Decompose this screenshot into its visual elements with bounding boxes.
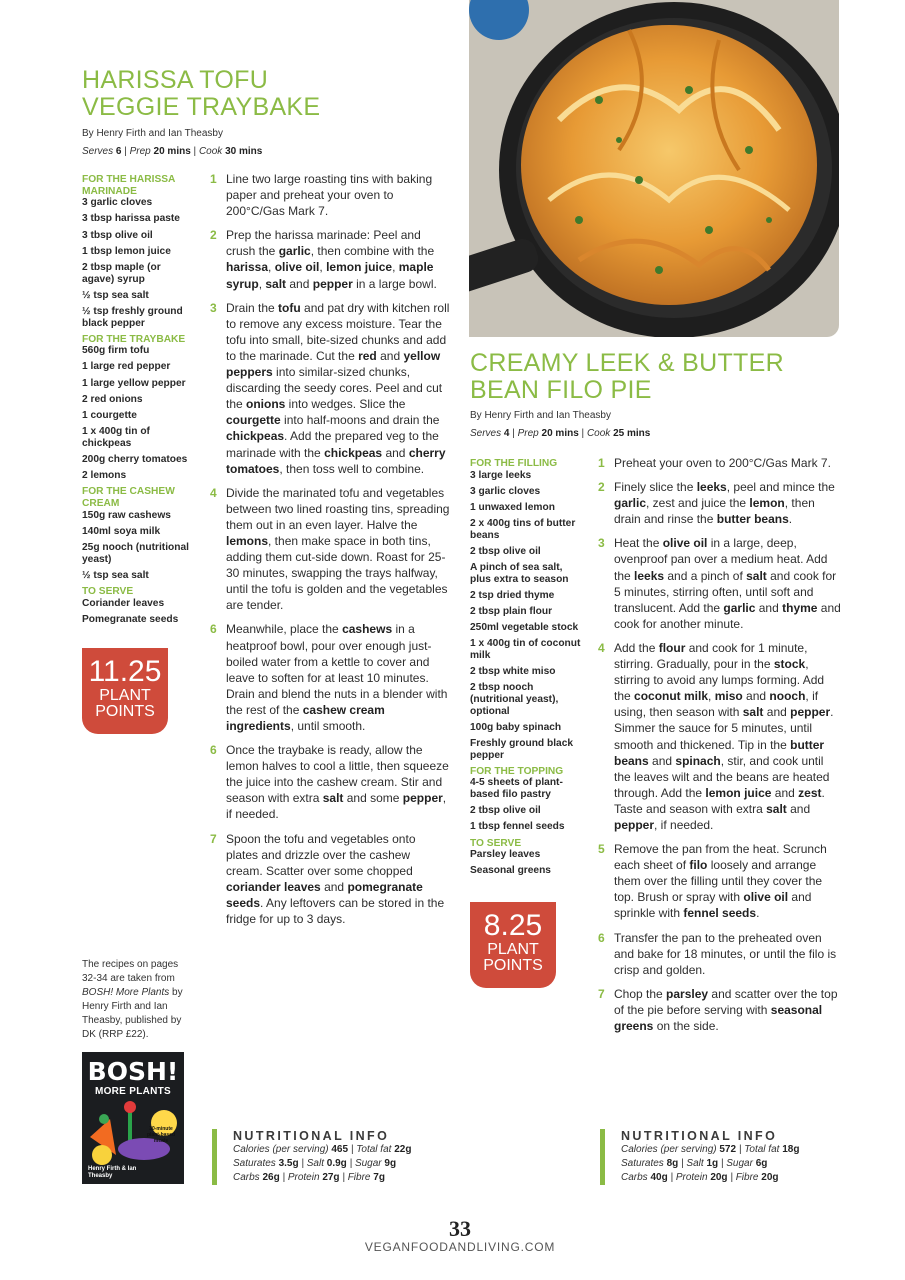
method-step [210, 621, 450, 734]
step-text: Drain the tofu and pat dry with kitchen roll to remove any excess moisture. Tear the tofu into small, bite-sized chunks and add to the marinade. Cut the red and yellow peppers into similar-sized chunks, discarding the seedy cores. Peel and cut the onions into wedges. Slice the courgette into half-moons and drain the chickpeas. Add the prepared veg to the marinade with the chickpeas and cherry tomatoes, then toss well to combine. [226, 300, 450, 476]
ingredient-item: 100g baby spinach [470, 721, 562, 733]
method-step [598, 479, 841, 527]
recipe1-plant-points-badge [82, 648, 168, 734]
nutrition-line: Saturates 8g | Salt 1g | Sugar 6g [621, 1158, 768, 1169]
ingredient-item: 150g raw cashews [82, 509, 171, 521]
ingredient-item: 25g nooch (nutritional yeast) [82, 541, 189, 565]
step-text: Line two large roasting tins with baking paper and preheat your oven to 200°C/Gas Mark 7. [226, 172, 433, 219]
ingredient-item: 2 tbsp nooch (nutritional yeast), optional [470, 682, 559, 717]
ingredient-section-heading: FOR THE HARISSA MARINADE [82, 174, 176, 197]
ingredient-item: 2 tbsp olive oil [470, 545, 541, 557]
step-text: Chop the parsley and scatter over the top of the pie before serving with seasonal greens on the side. [614, 986, 838, 1033]
step-text: Spoon the tofu and vegetables onto plates and drizzle over the cashew cream. Scatter over some chopped coriander leaves and pomegranate seeds. Any leftovers can be stored in the fridge for up to 3 days. [226, 831, 445, 927]
ingredient-item: 200g cherry tomatoes [82, 454, 188, 465]
book-cover-sticker: 30-minute plant-based meals [146, 1126, 176, 1144]
recipe2-points-label: PLANT [487, 941, 539, 958]
ingredient-item: 1 courgette [82, 410, 137, 422]
recipe2-nutrition-heading: NUTRITIONAL INFO [621, 1129, 778, 1143]
recipe1-nutrition [212, 1129, 462, 1185]
step-text: Prep the harissa marinade: Peel and crush the garlic, then combine with the harissa, olive oil, lemon juice, maple syrup, salt and pepper in a large bowl. [226, 228, 437, 291]
ingredient-item: 1 tbsp lemon juice [82, 245, 171, 257]
ingredient-item: 3 tbsp harissa paste [82, 213, 180, 225]
ingredient-section-heading: FOR THE CASHEW CREAM [82, 486, 175, 509]
recipe2-title [470, 350, 850, 404]
step-text: Heat the olive oil in a large, deep, ovenproof pan over a medium heat. Add the leeks and a pinch of salt and cook for 5 minutes, stirring often, until soft and translucent. Add the garlic and thyme and cook for another minute. [614, 536, 841, 631]
step-text: Transfer the pan to the preheated oven and bake for 18 minutes, or until the filo is crisp and golden. [614, 930, 837, 977]
recipe1-nutrition-heading: NUTRITIONAL INFO [233, 1129, 390, 1143]
ingredient-item: 560g firm tofu [82, 345, 150, 357]
ingredient-item: 1 unwaxed lemon [470, 501, 555, 513]
step-number: 4 [210, 485, 217, 500]
ingredient-item: 3 tbsp olive oil [82, 229, 153, 241]
recipe2-meta: Serves 4 | Prep 20 mins | Cook 25 mins [470, 428, 651, 439]
recipe1-title-line1: HARISSA TOFU [82, 66, 269, 94]
book-cover-authors: Henry Firth & Ian Theasby [88, 1166, 137, 1179]
nutrition-line: Carbs 26g | Protein 27g | Fibre 7g [233, 1172, 385, 1183]
method-step [210, 227, 450, 291]
method-step [598, 455, 841, 471]
book-cover-title: BOSH! [87, 1057, 179, 1086]
step-text: Finely slice the leeks, peel and mince the garlic, zest and juice the lemon, then drain and rinse the butter beans. [614, 480, 835, 527]
method-step [210, 171, 450, 219]
book-credit: The recipes on pages 32-34 are taken from BOSH! More Plants by Henry Firth and Ian Theasby, published by DK (RRP £22). [82, 959, 183, 1040]
ingredient-item: 2 tsp dried thyme [470, 589, 555, 601]
ingredient-item: Coriander leaves [82, 597, 165, 609]
recipe1-method [210, 171, 450, 935]
method-step [598, 930, 841, 978]
ingredient-item: 2 red onions [82, 393, 143, 405]
method-step [598, 986, 841, 1034]
ingredient-item: 140ml soya milk [82, 525, 161, 537]
ingredient-item: 4-5 sheets of plant-based filo pastry [470, 777, 563, 800]
book-title-link: BOSH! More Plants [82, 987, 170, 998]
nutrition-line: Calories (per serving) 465 | Total fat 22g [233, 1144, 412, 1155]
ingredient-item: Freshly ground black pepper [470, 738, 574, 761]
step-number: 1 [210, 172, 217, 186]
recipe1-byline: By Henry Firth and Ian Theasby [82, 128, 223, 139]
ingredient-item: 3 large leeks [470, 469, 532, 481]
ingredient-item: 2 tbsp white miso [470, 666, 556, 678]
recipe1-points-value: 11.25 [88, 655, 162, 688]
recipe2-ingredients [470, 458, 586, 882]
nutrition-line: Calories (per serving) 572 | Total fat 18g [621, 1144, 800, 1155]
recipe2-title-line2: BEAN FILO PIE [470, 376, 652, 404]
recipe1-header [82, 67, 442, 158]
step-number: 3 [598, 536, 605, 551]
ingredient-item: 1 large yellow pepper [82, 377, 186, 389]
ingredient-item: 1 x 400g tin of coconut milk [470, 638, 581, 662]
recipe1-title [82, 67, 442, 121]
ingredient-section-heading: FOR THE FILLING [470, 458, 558, 469]
ingredient-section-heading: TO SERVE [82, 585, 134, 597]
step-number: 1 [598, 456, 605, 470]
step-text: Remove the pan from the heat. Scrunch each sheet of filo loosely and arrange them over the filling until they cover the top. Brush or spray with olive oil and sprinkle with fennel seeds. [614, 842, 827, 921]
ingredient-section-heading: FOR THE TRAYBAKE [82, 333, 186, 345]
recipe2-header [470, 350, 850, 440]
step-text: Once the traybake is ready, allow the lemon halves to cool a little, then squeeze the juice into the cashew cream. Stir and season with extra salt and some pepper, if needed. [226, 743, 449, 822]
method-step [598, 841, 841, 921]
ingredient-item: 250ml vegetable stock [470, 622, 579, 634]
ingredient-item: ½ tsp sea salt [82, 569, 149, 581]
ingredient-item: Pomegranate seeds [82, 613, 179, 625]
ingredient-item: 2 x 400g tins of butter beans [470, 518, 576, 541]
method-step [210, 300, 450, 477]
recipe2-plant-points-badge [470, 902, 556, 988]
recipe1-meta: Serves 6 | Prep 20 mins | Cook 30 mins [82, 146, 263, 157]
nutrition-line: Saturates 3.5g | Salt 0.9g | Sugar 9g [233, 1158, 397, 1169]
step-number: 5 [598, 842, 605, 857]
step-number: 2 [210, 228, 217, 243]
ingredient-item: 2 lemons [82, 470, 127, 482]
ingredient-item: 1 x 400g tin of chickpeas [82, 426, 150, 449]
method-step [210, 485, 450, 614]
step-text: Preheat your oven to 200°C/Gas Mark 7. [614, 456, 831, 470]
ingredient-item: 2 tbsp plain flour [470, 606, 553, 618]
ingredient-item: ½ tsp sea salt [82, 289, 149, 301]
recipe2-title-line1: CREAMY LEEK & BUTTER [470, 349, 784, 377]
ingredient-item: ½ tsp freshly ground black pepper [82, 305, 183, 329]
recipe1-points-label-2: POINTS [95, 703, 155, 720]
step-number: 7 [210, 831, 217, 846]
ingredient-section-heading: TO SERVE [470, 837, 522, 849]
recipe1-title-line2: VEGGIE TRAYBAKE [82, 93, 321, 121]
method-step [598, 640, 841, 833]
ingredient-item: 1 tbsp fennel seeds [470, 821, 565, 833]
method-step [210, 742, 450, 822]
recipe2-points-label-2: POINTS [483, 957, 543, 974]
step-number: 2 [598, 480, 605, 495]
site-url: VEGANFOODANDLIVING.COM [364, 1240, 556, 1254]
recipe2-nutrition [600, 1129, 840, 1185]
ingredient-item: 1 large red pepper [82, 361, 171, 373]
step-number: 6 [598, 930, 605, 945]
method-step [598, 535, 841, 632]
filo-pie-skillet-image [469, 0, 839, 337]
recipe1-points-label: PLANT [99, 687, 151, 704]
step-number: 3 [210, 300, 217, 315]
recipe2-byline: By Henry Firth and Ian Theasby [470, 410, 611, 421]
ingredient-item: Parsley leaves [470, 849, 541, 861]
recipe2-method [598, 455, 841, 1042]
nutrition-line: Carbs 40g | Protein 20g | Fibre 20g [621, 1172, 779, 1183]
step-number: 6 [210, 622, 217, 637]
ingredient-item: 3 garlic cloves [470, 485, 541, 497]
recipe1-ingredients [82, 174, 194, 630]
ingredient-item: A pinch of sea salt, plus extra to season [470, 562, 569, 585]
ingredient-item: 2 tbsp olive oil [470, 805, 541, 817]
ingredient-item: Seasonal greens [470, 865, 551, 877]
ingredient-item: 3 garlic cloves [82, 197, 153, 209]
step-number: 7 [598, 986, 605, 1001]
page-number: 33 [449, 1216, 471, 1241]
step-number: 4 [598, 640, 605, 655]
pie-photo-icon [469, 0, 839, 337]
ingredient-section-heading: FOR THE TOPPING [470, 765, 564, 777]
ingredient-item: 2 tbsp maple (or agave) syrup [82, 261, 161, 285]
recipe2-points-value: 8.25 [483, 909, 543, 942]
book-cover-subtitle: MORE PLANTS [94, 1086, 172, 1097]
step-text: Meanwhile, place the cashews in a heatproof bowl, pour over enough just-boiled water from a kettle to cover and leave to soften for at least 10 minutes. Drain and blend the nuts in a blender with the rest of the cashew cream ingredients, until smooth. [226, 622, 448, 733]
step-text: Divide the marinated tofu and vegetables between two lined roasting tins, spreading them out in an even layer. Halve the lemons, then make space in both tins, adding them cut-side down. Roast for 25-30 minutes, swapping the trays halfway, until the tofu is golden and the vegetables are tender. [226, 485, 450, 613]
step-text: Add the flour and cook for 1 minute, stirring. Gradually, pour in the stock, stirring to avoid any lumps forming. Add the coconut milk, miso and nooch, if using, then season with salt and pepper. Simmer the sauce for 5 minutes, until smooth and thickened. Tip in the butter beans and spinach, stir, and cook until the leaves wilt and the beans are heated through. Add the lemon juice and zest. Taste and season with extra salt and pepper, if needed. [614, 640, 834, 832]
book-cover-image [82, 1052, 184, 1184]
step-number: 6 [210, 743, 217, 758]
method-step [210, 831, 450, 928]
